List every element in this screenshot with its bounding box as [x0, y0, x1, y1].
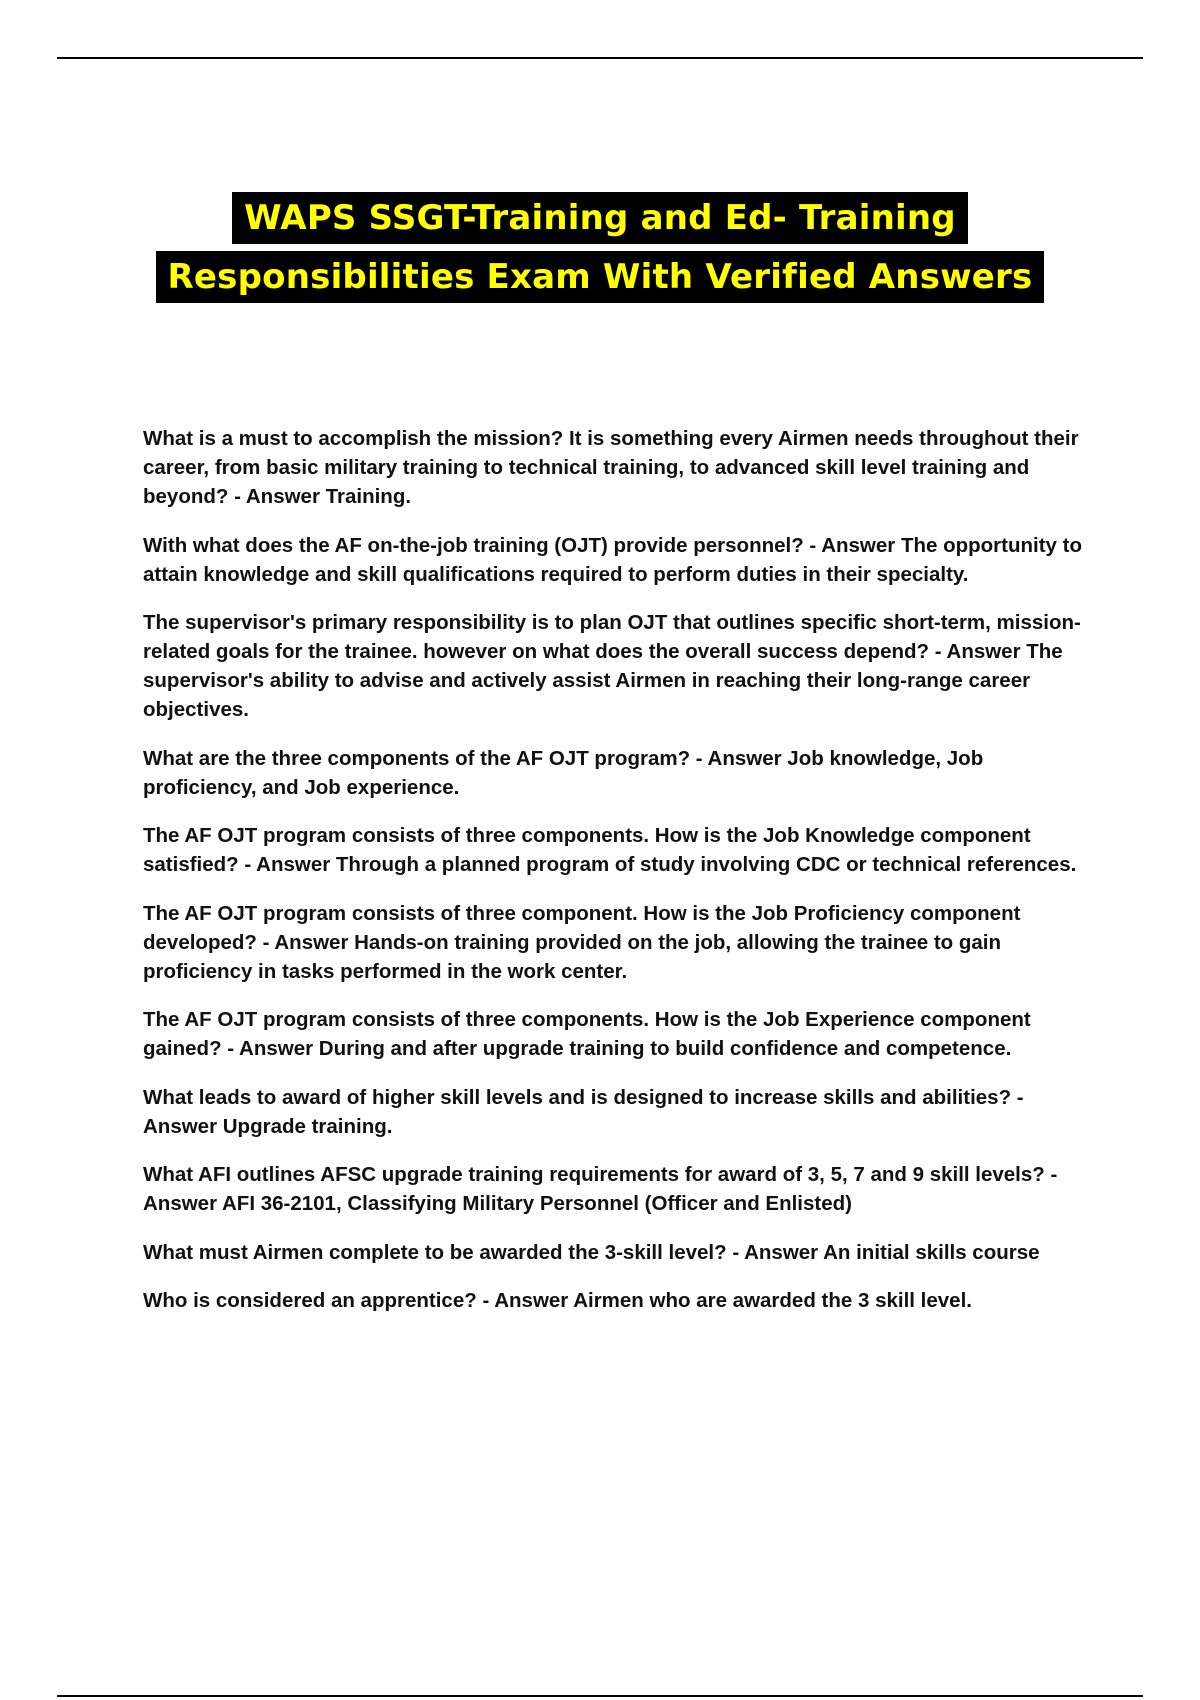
- qa-item: What AFI outlines AFSC upgrade training requirements for award of 3, 5, 7 and 9 skill levels? - Answer AFI 36-2101, Classifying Military Personnel (Officer and Enlisted): [143, 1163, 1058, 1215]
- qa-item: What are the three components of the AF OJT program? - Answer Job knowledge, Job proficiency, and Job experience.: [143, 746, 984, 799]
- title-line-1: WAPS SSGT-Training and Ed- Training: [232, 192, 968, 244]
- qa-list: [143, 424, 1093, 1335]
- document-title: [0, 192, 1200, 303]
- qa-item: The AF OJT program consists of three components. How is the Job Experience component gained? - Answer During and after upgrade training to build confidence and competence.: [143, 1008, 1031, 1060]
- qa-item: The AF OJT program consists of three components. How is the Job Knowledge component satisfied? - Answer Through a planned program of study involving CDC or technical references.: [143, 824, 1077, 876]
- qa-item: Who is considered an apprentice? - Answer Airmen who are awarded the 3 skill level.: [143, 1289, 972, 1312]
- bottom-divider: [57, 1695, 1143, 1697]
- title-line-2: Responsibilities Exam With Verified Answers: [156, 251, 1045, 303]
- qa-item: What is a must to accomplish the mission? It is something every Airmen needs throughout their career, from basic military training to technical training, to advanced skill level training and beyond? - Answer Training.: [143, 427, 1079, 508]
- qa-item: The AF OJT program consists of three component. How is the Job Proficiency component developed? - Answer Hands-on training provided on the job, allowing the trainee to gain proficiency in tasks performed in the work center.: [143, 901, 1021, 983]
- qa-item: With what does the AF on-the-job training (OJT) provide personnel? - Answer The opportunity to attain knowledge and skill qualifications required to perform duties in their specialty.: [143, 533, 1082, 586]
- qa-item: What must Airmen complete to be awarded the 3-skill level? - Answer An initial skills course: [143, 1240, 1040, 1264]
- qa-item: The supervisor's primary responsibility is to plan OJT that outlines specific short-term, mission-related goals for the trainee. however on what does the overall success depend? - Answer The supervisor's ability to advise and actively assist Airmen in reaching their long-range career objectives.: [143, 611, 1081, 721]
- qa-item: What leads to award of higher skill levels and is designed to increase skills and abilities? - Answer Upgrade training.: [143, 1085, 1024, 1138]
- top-divider: [57, 57, 1143, 59]
